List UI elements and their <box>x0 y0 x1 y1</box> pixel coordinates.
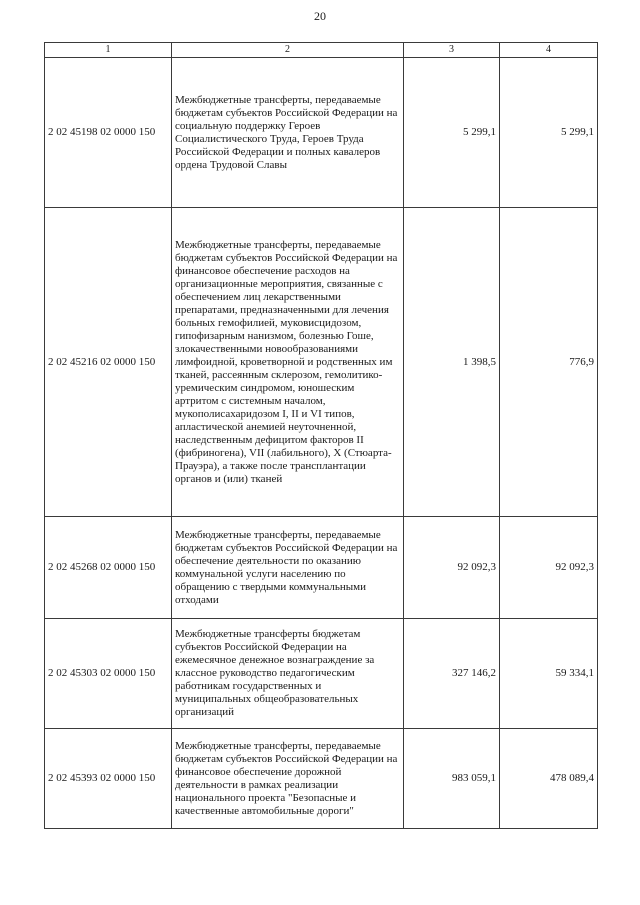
column-header-2: 2 <box>172 43 404 58</box>
table-header-row <box>45 43 598 58</box>
page-number: 20 <box>314 9 326 23</box>
amount-cell-col3: 1 398,5 <box>404 208 500 517</box>
table-row <box>45 517 598 619</box>
budget-code-cell: 2 02 45303 02 0000 150 <box>45 619 172 729</box>
description-cell: Межбюджетные трансферты бюджетам субъектов Российской Федерации на ежемесячное денежное вознаграждение за классное руководство педагогическим работникам государственных и муниципальных общеобразовательных организаций <box>172 619 404 729</box>
budget-code-cell: 2 02 45216 02 0000 150 <box>45 208 172 517</box>
table-row <box>45 619 598 729</box>
description-cell: Межбюджетные трансферты, передаваемые бюджетам субъектов Российской Федерации на финансовое обеспечение расходов на организационные мероприятия, связанные с обеспечением лиц лекарственными препаратами, предназначенными для лечения больных гемофилией, муковисцидозом, гипофизарным нанизмом, болезнью Гоше, злокачественными новообразованиями лимфоидной, кроветворной и родственных им тканей, рассеянным склерозом, гемолитико-уремическим синдромом, юношеским артритом с системным началом, мукополисахаридозом I, II и VI типов, апластической анемией неуточненной, наследственным дефицитом факторов II (фибриногена), VII (лабильного), X (Стюарта-Прауэра), а также после трансплантации органов и (или) тканей <box>172 208 404 517</box>
description-cell: Межбюджетные трансферты, передаваемые бюджетам субъектов Российской Федерации на финансовое обеспечение дорожной деятельности в рамках реализации национального проекта "Безопасные и качественные автомобильные дороги" <box>172 729 404 829</box>
amount-cell-col4: 92 092,3 <box>500 517 598 619</box>
description-cell: Межбюджетные трансферты, передаваемые бюджетам субъектов Российской Федерации на обеспечение деятельности по оказанию коммунальной услуги населению по обращению с твердыми коммунальными отходами <box>172 517 404 619</box>
column-header-3: 3 <box>404 43 500 58</box>
amount-cell-col4: 776,9 <box>500 208 598 517</box>
budget-transfers-table <box>44 42 598 829</box>
amount-cell-col3: 327 146,2 <box>404 619 500 729</box>
amount-cell-col3: 5 299,1 <box>404 58 500 208</box>
budget-code-cell: 2 02 45268 02 0000 150 <box>45 517 172 619</box>
amount-cell-col4: 478 089,4 <box>500 729 598 829</box>
table-row <box>45 729 598 829</box>
column-header-1: 1 <box>45 43 172 58</box>
budget-code-cell: 2 02 45393 02 0000 150 <box>45 729 172 829</box>
table-row <box>45 58 598 208</box>
amount-cell-col3: 92 092,3 <box>404 517 500 619</box>
table-row <box>45 208 598 517</box>
description-cell: Межбюджетные трансферты, передаваемые бюджетам субъектов Российской Федерации на социальную поддержку Героев Социалистического Труда, Героев Труда Российской Федерации и полных кавалеров ордена Трудовой Славы <box>172 58 404 208</box>
column-header-4: 4 <box>500 43 598 58</box>
amount-cell-col3: 983 059,1 <box>404 729 500 829</box>
budget-code-cell: 2 02 45198 02 0000 150 <box>45 58 172 208</box>
amount-cell-col4: 5 299,1 <box>500 58 598 208</box>
amount-cell-col4: 59 334,1 <box>500 619 598 729</box>
